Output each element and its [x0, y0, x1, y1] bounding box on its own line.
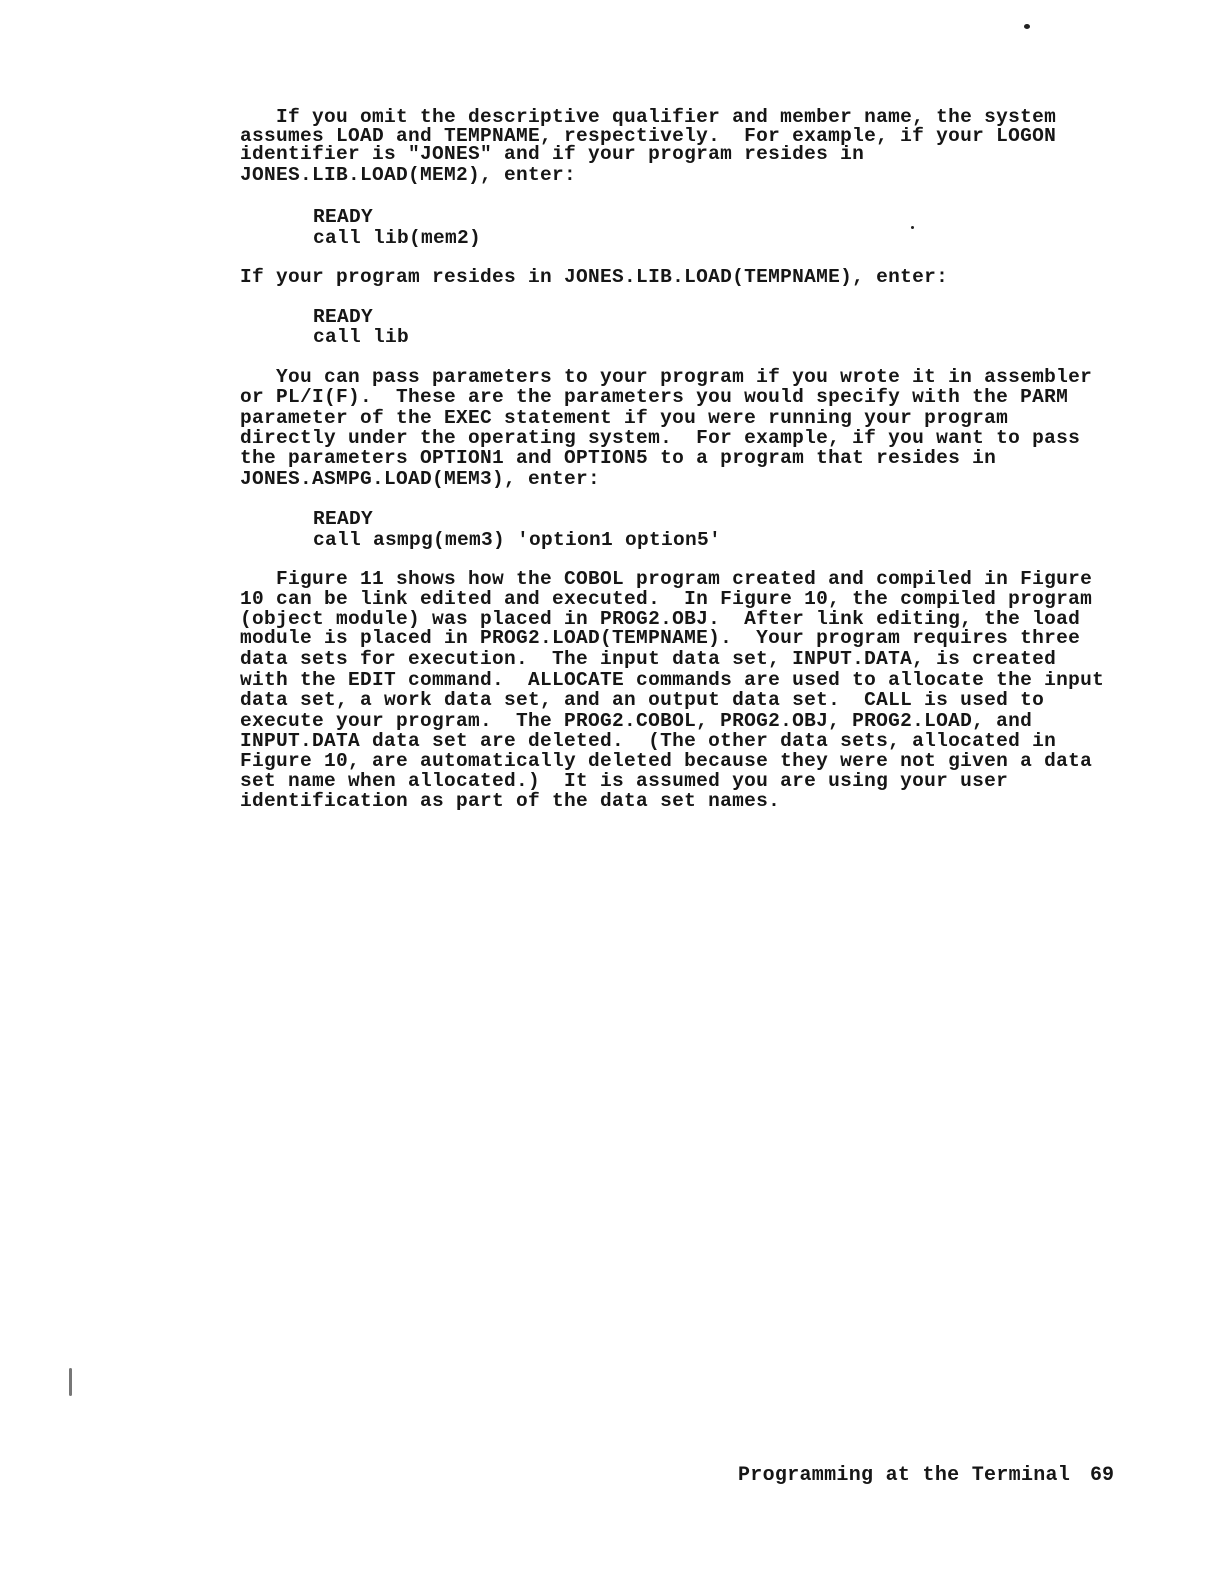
paragraph-3-line: directly under the operating system. For example, if you want to pass: [240, 427, 1081, 449]
paragraph-1-line: assumes LOAD and TEMPNAME, respectively. For example, if your LOGON: [240, 125, 1057, 147]
paragraph-4-line: identification as part of the data set names.: [240, 790, 781, 812]
paragraph-1-line: If you omit the descriptive qualifier and member name, the system: [240, 106, 1057, 128]
paragraph-1-line: JONES.LIB.LOAD(MEM2), enter:: [240, 164, 577, 186]
paragraph-4-line: data sets for execution. The input data set, INPUT.DATA, is created: [240, 648, 1057, 670]
scan-speck: [911, 226, 914, 229]
paragraph-4-line: Figure 11 shows how the COBOL program created and compiled in Figure: [240, 568, 1093, 590]
paragraph-3-line: You can pass parameters to your program if you wrote it in assembler: [240, 366, 1093, 388]
paragraph-4-line: INPUT.DATA data set are deleted. (The other data sets, allocated in: [240, 730, 1057, 752]
code-example-2-line: READY: [313, 306, 374, 328]
code-example-3-line: call asmpg(mem3) 'option1 option5': [313, 529, 722, 551]
code-example-2-line: call lib: [313, 326, 410, 348]
page-number: 69: [1090, 1464, 1115, 1487]
paragraph-4-line: Figure 10, are automatically deleted because they were not given a data: [240, 750, 1093, 772]
code-example-1-line: call lib(mem2): [313, 227, 482, 249]
scan-speck: [69, 1368, 72, 1396]
paragraph-3-line: JONES.ASMPG.LOAD(MEM3), enter:: [240, 468, 601, 490]
scan-speck: [1024, 24, 1030, 29]
paragraph-3-line: or PL/I(F). These are the parameters you would specify with the PARM: [240, 386, 1069, 408]
paragraph-4-line: with the EDIT command. ALLOCATE commands are used to allocate the input: [240, 669, 1105, 691]
paragraph-2-line: If your program resides in JONES.LIB.LOAD(TEMPNAME), enter:: [240, 266, 949, 288]
paragraph-4-line: execute your program. The PROG2.COBOL, PROG2.OBJ, PROG2.LOAD, and: [240, 710, 1033, 732]
paragraph-4-line: (object module) was placed in PROG2.OBJ. After link editing, the load: [240, 608, 1081, 630]
paragraph-3-line: the parameters OPTION1 and OPTION5 to a program that resides in: [240, 447, 997, 469]
paragraph-3-line: parameter of the EXEC statement if you were running your program: [240, 407, 1009, 429]
code-example-3-line: READY: [313, 508, 374, 530]
footer-section-title: Programming at the Terminal: [738, 1464, 1071, 1487]
paragraph-4-line: 10 can be link edited and executed. In Figure 10, the compiled program: [240, 588, 1093, 610]
code-example-1-line: READY: [313, 206, 374, 228]
paragraph-1-line: identifier is "JONES" and if your program resides in: [240, 143, 865, 165]
paragraph-4-line: module is placed in PROG2.LOAD(TEMPNAME). Your program requires three: [240, 627, 1081, 649]
paragraph-4-line: set name when allocated.) It is assumed you are using your user: [240, 770, 1009, 792]
paragraph-4-line: data set, a work data set, and an output data set. CALL is used to: [240, 689, 1045, 711]
